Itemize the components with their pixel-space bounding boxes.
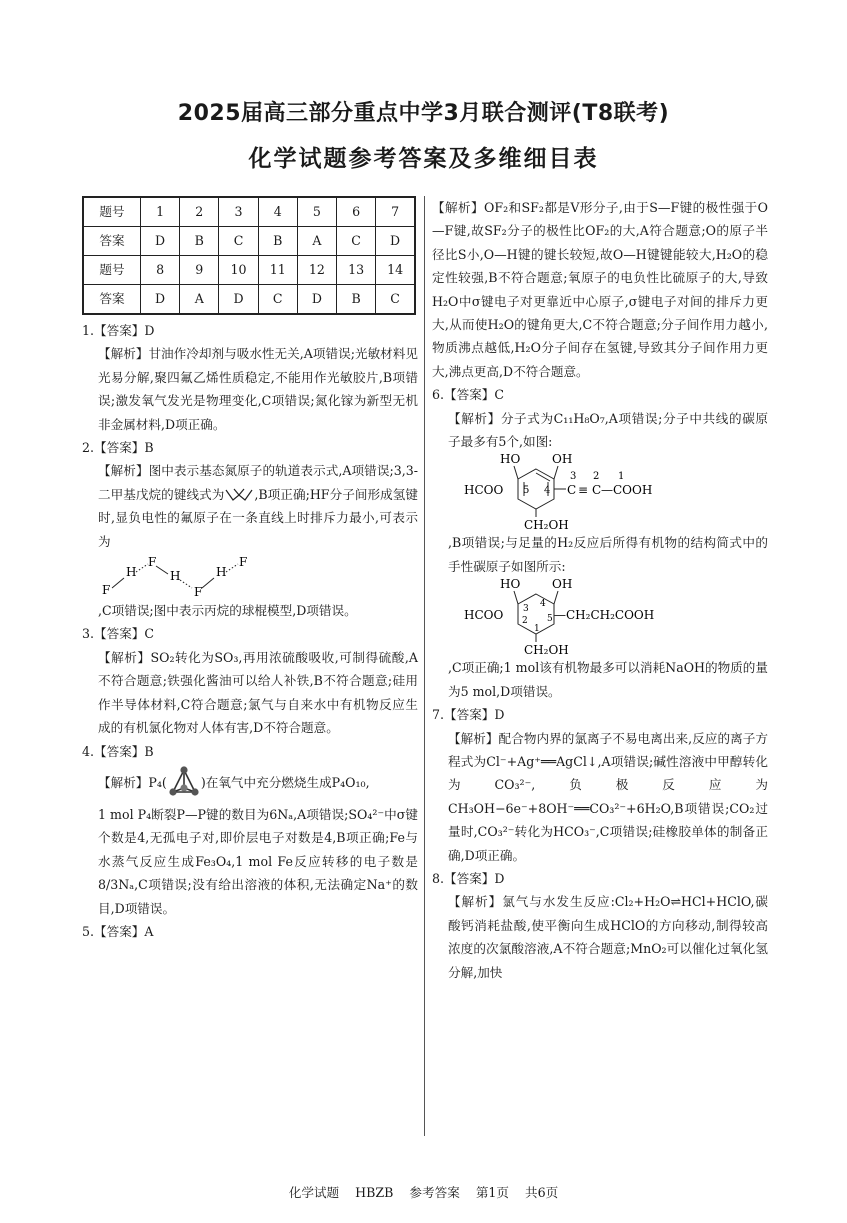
q4-analysis-part-b: )在氧气中充分燃烧生成P₄O₁₀,: [200, 775, 370, 791]
q4-analysis-part-c: 1 mol P₄断裂P—P键的数目为6Nₐ,A项错误;SO₄²⁻中σ键个数是4,无孤电子对,即价层电子对数是4,B项正确;Fe与水蒸气反应生成Fe₃O₄,1 mol Fe反应转移的电子数是8/3Nₐ,C项错误;没有给出溶液的体积,无法确定Na⁺的数目,D项错误。: [98, 806, 418, 916]
q5-answer: 5.【答案】A: [82, 923, 154, 939]
struct2-label: OH: [552, 578, 573, 592]
table-cell: 10: [219, 256, 258, 285]
molecule-structure-1-icon: [448, 453, 768, 531]
struct1-label: —COOH: [601, 483, 653, 498]
p4-tetrahedron-icon: [167, 766, 201, 800]
table-cell: B: [180, 227, 219, 256]
q4-answer: 4.【答案】B: [82, 743, 154, 759]
hf-chain-icon: [98, 554, 268, 598]
table-cell: D: [376, 227, 415, 256]
table-row: [83, 285, 415, 315]
q6-answer: 6.【答案】C: [432, 387, 505, 403]
struct1-label: C: [567, 483, 577, 498]
struct2-label: 5: [547, 614, 553, 625]
hf-label: F: [148, 555, 157, 570]
footer-subject: 化学试题: [288, 1185, 340, 1200]
struct2-label: HO: [500, 578, 521, 592]
footer-code: HBZB: [355, 1185, 394, 1200]
table-cell: B: [337, 285, 376, 315]
table-cell: C: [219, 227, 258, 256]
table-cell: A: [297, 227, 336, 256]
struct1-label: 5: [523, 485, 530, 497]
table-cell: 9: [180, 256, 219, 285]
hf-hydrogen-bond-figure: [82, 553, 418, 599]
struct2-label: 1: [534, 624, 540, 635]
q8-answer: 8.【答案】D: [432, 870, 505, 886]
struct1-label: CH₂OH: [524, 518, 569, 532]
struct2-label: 4: [540, 599, 546, 610]
table-cell: 2: [180, 197, 219, 227]
table-cell: 14: [376, 256, 415, 285]
table-cell: 1: [141, 197, 180, 227]
table-cell: 7: [376, 197, 415, 227]
hf-label: H: [126, 565, 137, 580]
struct1-label: C: [592, 483, 602, 498]
table-cell: C: [337, 227, 376, 256]
q1-analysis: 【解析】甘油作冷却剂与吸水性无关,A项错误;光敏材料见光易分解,聚四氟乙烯性质稳定,不能用作光敏胶片,B项错误;激发氧气发光是物理变化,C项错误;氮化镓为新型无机非金属材料,D项正确。: [98, 346, 418, 432]
struct1-label: 4: [544, 485, 551, 497]
table-header-cell: 答案: [83, 285, 141, 315]
hf-label: F: [239, 555, 248, 570]
q4-analysis-part-a: 【解析】P₄(: [98, 775, 167, 791]
q7-answer: 7.【答案】D: [432, 707, 505, 723]
table-row: [83, 197, 415, 227]
struct1-label: 2: [593, 471, 600, 483]
footer-total: 共6页: [525, 1185, 559, 1200]
hf-label: H: [216, 565, 227, 580]
struct2-label: 2: [522, 616, 528, 627]
table-cell: D: [141, 285, 180, 315]
q8-analysis: 【解析】氯气与水发生反应:Cl₂+H₂O⇌HCl+HClO,碳酸钙消耗盐酸,使平衡向生成HClO的方向移动,制得较高浓度的次氯酸溶液,A不符合题意;MnO₂可以催化过氧化氢分解,加快: [448, 894, 768, 980]
q2-analysis-part-a: 【解析】图中表示基态氮原子的轨道表示式,A项错误;3,3-二甲基戊烷的键线式为: [98, 463, 418, 502]
footer-doc: 参考答案: [409, 1185, 460, 1200]
q6-analysis-part-b: ,B项错误;与足量的H₂反应后所得有机物的结构简式中的手性碳原子如图所示:: [448, 535, 768, 574]
q3-answer: 3.【答案】C: [82, 626, 155, 642]
table-cell: 11: [258, 256, 297, 285]
table-cell: 12: [297, 256, 336, 285]
page-subtitle: 化学试题参考答案及多维细目表: [248, 146, 599, 172]
table-cell: 13: [337, 256, 376, 285]
table-cell: B: [258, 227, 297, 256]
q6-analysis-part-a: 【解析】分子式为C₁₁H₈O₇,A项错误;分子中共线的碳原子最多有5个,如图:: [448, 410, 768, 450]
q2-analysis-part-c: ,C项错误;图中表示丙烷的球棍模型,D项错误。: [98, 603, 357, 619]
q7-analysis: 【解析】配合物内界的氯离子不易电离出来,反应的离子方程式为Cl⁻+Ag⁺══AgCl↓,A项错误;碱性溶液中甲醇转化为CO₃²⁻,负极反应为CH₃OH−6e⁻+8OH⁻══CO₃²⁻+6H₂O,B项错误;CO₂过量时,CO₃²⁻转化为HCO₃⁻,C项错误;硅橡胶单体的制备正确,D项正确。: [448, 730, 768, 863]
table-header-cell: 答案: [83, 227, 141, 256]
struct1-label: HO: [500, 453, 521, 467]
table-cell: C: [376, 285, 415, 315]
q2-analysis: [82, 459, 418, 553]
struct1-label: 1: [618, 471, 625, 483]
table-cell: D: [141, 227, 180, 256]
page-title: 2025届高三部分重点中学3月联合测评(T8联考): [177, 101, 670, 126]
struct2-label: —CH₂CH₂COOH: [554, 608, 655, 623]
skeletal-formula-icon: [224, 487, 254, 503]
table-cell: A: [180, 285, 219, 315]
q3-analysis: 【解析】SO₂转化为SO₃,再用浓硫酸吸收,可制得硫酸,A不符合题意;铁强化酱油可以给人补铁,B不符合题意;硅用作半导体材料,C符合题意;氯气与自来水中有机物反应生成的有机氯化物对人体有害,D不符合题意。: [98, 649, 418, 736]
struct2-label: CH₂OH: [524, 643, 569, 657]
table-cell: D: [219, 285, 258, 315]
table-cell: 3: [219, 197, 258, 227]
hf-label: H: [170, 569, 181, 584]
q5-analysis: 【解析】OF₂和SF₂都是V形分子,由于S—F键的极性强于O—F键,故SF₂分子的极性比OF₂的大,A符合题意;O的原子半径比S小,O—H键的键长较短,故O—H键键能较大,H₂O的稳定性较强,B不符合题意;氧原子的电负性比硫原子的大,导致H₂O中σ键电子对更靠近中心原子,σ键电子对间的排斥力更大,从而使H₂O的键角更大,C不符合题意;分子间作用力越小,物质沸点越低,H₂O分子间存在氢键,导致其分子间作用力更大,沸点更高,D不符合题意。: [432, 200, 768, 379]
struct1-label: 3: [570, 471, 577, 483]
table-cell: 8: [141, 256, 180, 285]
left-column: [82, 196, 418, 943]
struct1-label: HCOO: [464, 483, 504, 498]
table-header-cell: 题号: [83, 197, 141, 227]
table-cell: 5: [297, 197, 336, 227]
struct1-label: OH: [552, 453, 573, 467]
right-column: [432, 196, 768, 984]
q4-analysis-line1: [82, 763, 418, 803]
table-row: [83, 256, 415, 285]
struct2-label: HCOO: [464, 608, 504, 623]
table-cell: 4: [258, 197, 297, 227]
q6-analysis-part-c: ,C项正确;1 mol该有机物最多可以消耗NaOH的物质的量为5 mol,D项错误。: [448, 660, 768, 699]
q1-answer: 1.【答案】D: [82, 323, 155, 338]
struct2-label: 3: [523, 604, 529, 615]
table-row: [83, 227, 415, 256]
table-cell: 6: [337, 197, 376, 227]
footer-page: 第1页: [475, 1185, 510, 1200]
answer-table: [82, 196, 416, 315]
molecule-structure-2-icon: [448, 578, 768, 656]
page-footer: [0, 1182, 847, 1201]
struct1-label: ≡: [578, 483, 589, 498]
table-cell: C: [258, 285, 297, 315]
table-cell: D: [297, 285, 336, 315]
q2-answer: 2.【答案】B: [82, 440, 154, 456]
column-divider: [424, 196, 425, 1136]
hf-label: F: [102, 583, 111, 598]
table-header-cell: 题号: [83, 256, 141, 285]
q2-analysis-part-b: ,B项正确;HF分子间形成氢键时,显负电性的氟原子在一条直线上时排斥力最小,可表示为: [98, 486, 419, 549]
hf-label: F: [194, 585, 203, 599]
